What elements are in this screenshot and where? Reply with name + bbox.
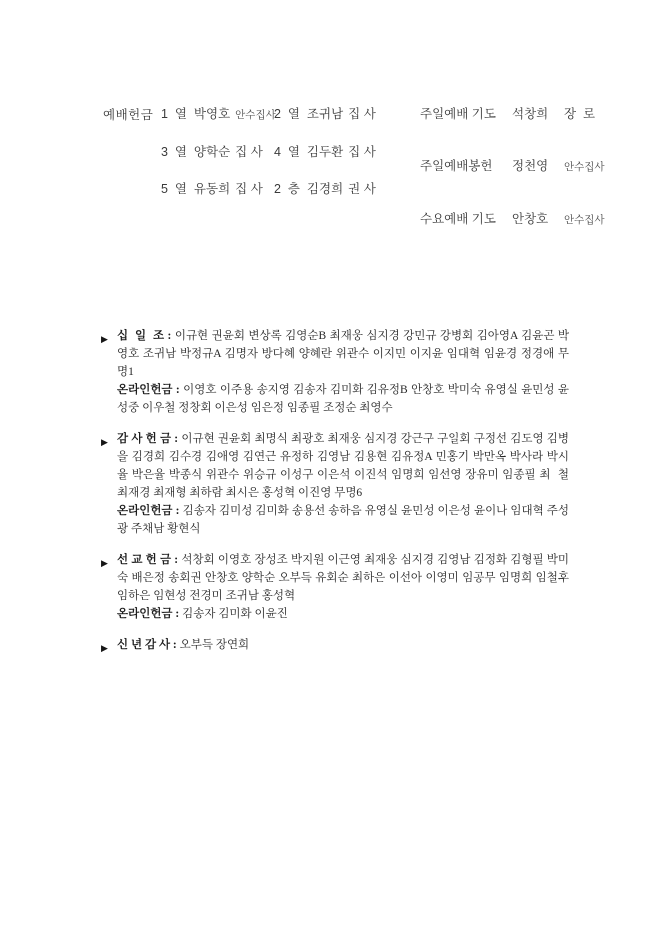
thanksgiving-names xyxy=(117,430,569,502)
duty-row-wednesday-prayer xyxy=(420,210,605,230)
triangle-bullet-icon: ▶ xyxy=(101,558,108,569)
tithe-online-names xyxy=(117,381,569,417)
name-list: 이규현 권윤회 변상록 김영순B 최재웅 심지경 강민규 강병회 김아영A 김윤곤 박영호 조귀남 박정규A 김명자 방다혜 양혜란 위관수 이지민 이지윤 임대혁 임윤경 정경애 무명1 xyxy=(117,330,570,378)
duty-label: 수요예배 기도 xyxy=(420,212,496,226)
triangle-bullet-icon: ▶ xyxy=(101,437,108,448)
mission-offering-section xyxy=(101,551,569,623)
triangle-bullet-icon: ▶ xyxy=(101,334,108,345)
usher-role: 집 사 xyxy=(235,145,263,159)
usher-role: 집 사 xyxy=(235,182,263,196)
name-list: 김송자 김미화 이윤진 xyxy=(182,608,288,620)
name-list: 오부득 장연희 xyxy=(179,639,250,651)
duty-person-name: 안창호 xyxy=(512,212,549,226)
duty-person-role: 안수집사 xyxy=(564,161,605,173)
usher-role: 집 사 xyxy=(348,145,376,159)
online-offering-label: 온라인헌금 : xyxy=(117,505,180,517)
section-title: 십 일 조 : xyxy=(117,330,172,342)
tithe-names xyxy=(117,327,569,381)
section-title: 선 교 헌 금 : xyxy=(117,554,179,566)
offering-ushers-grid xyxy=(161,105,376,199)
new-year-thanks-names xyxy=(117,636,569,654)
duty-person-name: 정천영 xyxy=(512,159,549,173)
duty-person-role: 안수집사 xyxy=(564,214,605,226)
usher-assignment xyxy=(274,180,376,199)
usher-assignment xyxy=(161,143,274,162)
section-title: 신 년 감 사 : xyxy=(117,639,177,651)
usher-assignment xyxy=(274,143,376,162)
mission-online-names xyxy=(117,605,569,623)
thanksgiving-offering-section xyxy=(101,430,569,538)
usher-role: 집 사 xyxy=(348,107,376,121)
offering-ushers-label: 예배헌금 xyxy=(103,108,154,122)
duty-row-sunday-prayer xyxy=(420,105,605,124)
service-duty-list xyxy=(420,105,605,263)
usher-position-name: 4 열 김두환 xyxy=(274,145,344,159)
mission-names xyxy=(117,551,569,605)
duty-label: 주일예배봉헌 xyxy=(420,159,493,173)
usher-position-name: 1 열 박영호 xyxy=(161,107,231,121)
section-title: 감 사 헌 금 : xyxy=(117,433,179,445)
name-list: 김송자 김미성 김미화 송용선 송하음 유영실 윤민성 이은성 윤이나 임대혁 주성광 주채남 황현식 xyxy=(117,505,570,535)
duty-person-role: 장 로 xyxy=(564,107,596,121)
duty-label: 주일예배 기도 xyxy=(420,107,496,121)
online-offering-label: 온라인헌금 : xyxy=(117,384,180,396)
usher-position-name: 5 열 유동희 xyxy=(161,182,231,196)
tithe-section xyxy=(101,327,569,417)
usher-assignment xyxy=(161,105,274,125)
usher-role: 안수집사 xyxy=(235,109,276,121)
usher-role: 권 사 xyxy=(348,182,376,196)
header-area xyxy=(103,103,670,233)
usher-position-name: 3 열 양학순 xyxy=(161,145,231,159)
duty-person-name: 석창희 xyxy=(512,107,549,121)
duty-row-sunday-offering xyxy=(420,157,605,177)
offering-lists xyxy=(101,327,569,667)
triangle-bullet-icon: ▶ xyxy=(101,643,108,654)
name-list: 이영호 이주용 송지영 김송자 김미화 김유정B 안창호 박미숙 유영실 윤민성 윤성중 이우철 정창회 이은성 임은정 임종필 조정순 최영수 xyxy=(117,384,570,414)
usher-position-name: 2 열 조귀남 xyxy=(274,107,344,121)
usher-assignment xyxy=(161,180,274,199)
usher-assignment xyxy=(274,105,376,125)
online-offering-label: 온라인헌금 : xyxy=(117,608,180,620)
name-list: 이규현 권윤회 최명식 최광호 최재웅 심지경 강근구 구일회 구정선 김도영 김병을 김경희 김수경 김애영 김연근 유정하 김영남 김용현 김유정A 민홍기 박만옥 박사라 박시율 박은율 박종식 위관수 위승규 이성구 이은석 이진석 임명희 임선영 장유미 임종필 최 철 최재경 최재형 최하람 최시은 홍성혁 이진영 무명6 xyxy=(117,433,570,499)
usher-position-name: 2 층 김경희 xyxy=(274,182,344,196)
name-list: 석창회 이영호 장성조 박지원 이근영 최재웅 심지경 김영남 김정화 김형필 박미숙 배은정 송회권 안창호 양학순 오부득 유회순 최하은 이선아 이영미 임공무 임명희 임철후 임하은 임현성 전경미 조귀남 홍성혁 xyxy=(117,554,570,602)
thanksgiving-online-names xyxy=(117,502,569,538)
new-year-thanks-section xyxy=(101,636,569,654)
